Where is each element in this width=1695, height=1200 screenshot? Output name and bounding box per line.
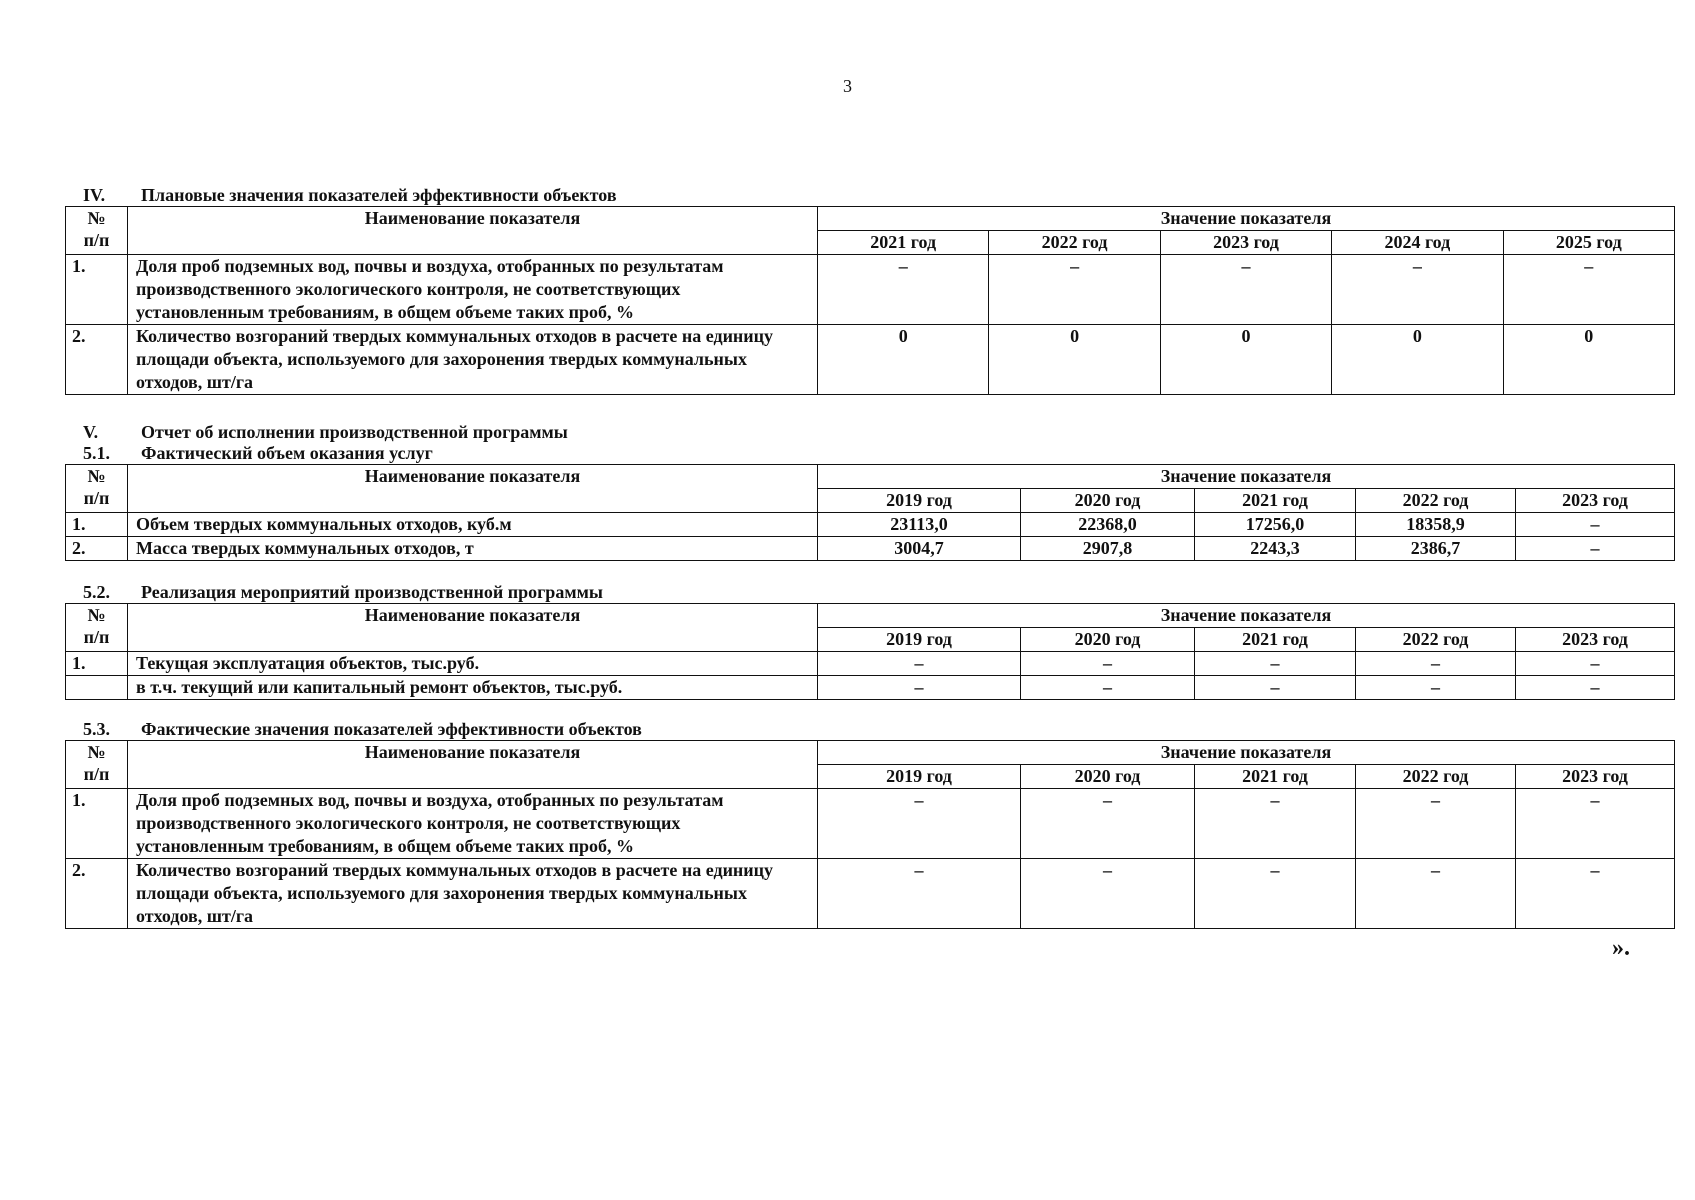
- row-value: 0: [818, 325, 989, 395]
- column-header-year: 2023 год: [1516, 489, 1675, 513]
- row-value: –: [1516, 537, 1675, 561]
- row-number: 2.: [66, 537, 128, 561]
- section-heading: [65, 185, 1675, 206]
- subsection-title: Фактический объем оказания услуг: [141, 443, 433, 463]
- column-header-year: 2020 год: [1021, 765, 1195, 789]
- column-header-name: Наименование показателя: [128, 465, 818, 513]
- row-value: 17256,0: [1195, 513, 1356, 537]
- column-header-value: Значение показателя: [818, 465, 1675, 489]
- row-value: –: [1516, 652, 1675, 676]
- column-header-year: 2019 год: [818, 628, 1021, 652]
- column-header-year: 2021 год: [1195, 489, 1356, 513]
- row-value: 18358,9: [1356, 513, 1516, 537]
- column-header-year: 2021 год: [1195, 628, 1356, 652]
- table-row: [66, 325, 1675, 395]
- subsection-heading: [65, 443, 1675, 464]
- table-row: [66, 789, 1675, 859]
- row-name: Доля проб подземных вод, почвы и воздуха, отобранных по результатам производственного экологического контроля, не соответствующих установленным требованиям, в общем объеме таких проб, %: [128, 789, 818, 859]
- subsection-heading: [65, 719, 1675, 740]
- row-value: 23113,0: [818, 513, 1021, 537]
- section-number: V.: [83, 422, 99, 442]
- table-actual-indicators: [65, 740, 1675, 929]
- subsection-number: 5.3.: [83, 719, 110, 739]
- column-header-number: № п/п: [66, 604, 128, 652]
- row-value: –: [1356, 676, 1516, 700]
- row-value: –: [1021, 859, 1195, 929]
- row-value: –: [1195, 859, 1356, 929]
- table-row: [66, 537, 1675, 561]
- row-value: –: [1516, 789, 1675, 859]
- section-5-2: [65, 582, 1675, 700]
- row-name: Доля проб подземных вод, почвы и воздуха, отобранных по результатам производственного экологического контроля, не соответствующих установленным требованиям, в общем объеме таких проб, %: [128, 255, 818, 325]
- table-header-row: [66, 604, 1675, 628]
- subsection-number: 5.2.: [83, 582, 110, 602]
- column-header-year: 2022 год: [1356, 765, 1516, 789]
- column-header-year: 2021 год: [1195, 765, 1356, 789]
- row-value: 2243,3: [1195, 537, 1356, 561]
- row-value: –: [1021, 652, 1195, 676]
- column-header-number: № п/п: [66, 465, 128, 513]
- column-header-year: 2020 год: [1021, 628, 1195, 652]
- row-value: –: [1516, 859, 1675, 929]
- row-name: Масса твердых коммунальных отходов, т: [128, 537, 818, 561]
- row-value: 0: [989, 325, 1160, 395]
- section-title: Плановые значения показателей эффективности объектов: [141, 185, 617, 205]
- row-value: –: [1516, 676, 1675, 700]
- row-value: –: [1021, 789, 1195, 859]
- table-planned-indicators: [65, 206, 1675, 395]
- column-header-number: № п/п: [66, 741, 128, 789]
- row-value: –: [818, 652, 1021, 676]
- section-iv: [65, 185, 1675, 395]
- column-header-year: 2022 год: [1356, 489, 1516, 513]
- row-name: Количество возгораний твердых коммунальных отходов в расчете на единицу площади объекта, используемого для захоронения твердых коммунальных отходов, шт/га: [128, 859, 818, 929]
- table-row: [66, 652, 1675, 676]
- row-value: –: [818, 789, 1021, 859]
- section-title: Отчет об исполнении производственной программы: [141, 422, 568, 442]
- row-value: –: [1195, 652, 1356, 676]
- column-header-value: Значение показателя: [818, 207, 1675, 231]
- column-header-year: 2023 год: [1516, 628, 1675, 652]
- subsection-title: Реализация мероприятий производственной программы: [141, 582, 603, 602]
- table-row: [66, 676, 1675, 700]
- table-header-row: [66, 207, 1675, 231]
- row-value: –: [818, 676, 1021, 700]
- row-value: 2386,7: [1356, 537, 1516, 561]
- row-value: 3004,7: [818, 537, 1021, 561]
- row-value: –: [989, 255, 1160, 325]
- row-value: –: [1356, 859, 1516, 929]
- column-header-year: 2022 год: [1356, 628, 1516, 652]
- column-header-year: 2025 год: [1503, 231, 1674, 255]
- table-actual-volume: [65, 464, 1675, 561]
- row-value: 0: [1503, 325, 1674, 395]
- table-row: [66, 255, 1675, 325]
- column-header-year: 2019 год: [818, 765, 1021, 789]
- table-row: [66, 859, 1675, 929]
- column-header-value: Значение показателя: [818, 741, 1675, 765]
- row-value: –: [1356, 789, 1516, 859]
- column-header-year: 2023 год: [1516, 765, 1675, 789]
- column-header-value: Значение показателя: [818, 604, 1675, 628]
- closing-quote-mark: ».: [1612, 935, 1630, 961]
- column-header-name: Наименование показателя: [128, 207, 818, 255]
- table-row: [66, 513, 1675, 537]
- section-5-3: [65, 719, 1675, 929]
- subsection-number: 5.1.: [83, 443, 110, 463]
- row-name: Текущая эксплуатация объектов, тыс.руб.: [128, 652, 818, 676]
- row-number: 2.: [66, 325, 128, 395]
- column-header-year: 2022 год: [989, 231, 1160, 255]
- row-number: 1.: [66, 255, 128, 325]
- column-header-year: 2019 год: [818, 489, 1021, 513]
- row-number: 1.: [66, 789, 128, 859]
- subsection-heading: [65, 582, 1675, 603]
- row-name: Объем твердых коммунальных отходов, куб.м: [128, 513, 818, 537]
- column-header-year: 2020 год: [1021, 489, 1195, 513]
- row-value: –: [1195, 789, 1356, 859]
- row-number: 1.: [66, 513, 128, 537]
- section-heading: [65, 422, 1675, 443]
- row-value: –: [1021, 676, 1195, 700]
- row-value: –: [1516, 513, 1675, 537]
- row-value: –: [818, 255, 989, 325]
- row-value: 2907,8: [1021, 537, 1195, 561]
- column-header-year: 2021 год: [818, 231, 989, 255]
- row-value: –: [1332, 255, 1503, 325]
- row-value: –: [818, 859, 1021, 929]
- row-value: –: [1356, 652, 1516, 676]
- page-number: 3: [843, 76, 852, 96]
- column-header-year: 2023 год: [1160, 231, 1331, 255]
- row-value: –: [1195, 676, 1356, 700]
- column-header-name: Наименование показателя: [128, 741, 818, 789]
- section-v: [65, 422, 1675, 561]
- row-value: –: [1503, 255, 1674, 325]
- subsection-title: Фактические значения показателей эффективности объектов: [141, 719, 642, 739]
- section-number: IV.: [83, 185, 106, 205]
- table-program-measures: [65, 603, 1675, 700]
- table-header-row: [66, 741, 1675, 765]
- row-value: 22368,0: [1021, 513, 1195, 537]
- column-header-number: № п/п: [66, 207, 128, 255]
- row-name: Количество возгораний твердых коммунальных отходов в расчете на единицу площади объекта, используемого для захоронения твердых коммунальных отходов, шт/га: [128, 325, 818, 395]
- table-header-row: [66, 465, 1675, 489]
- row-value: –: [1160, 255, 1331, 325]
- column-header-year: 2024 год: [1332, 231, 1503, 255]
- column-header-name: Наименование показателя: [128, 604, 818, 652]
- row-value: 0: [1332, 325, 1503, 395]
- row-number: 1.: [66, 652, 128, 676]
- row-number: 2.: [66, 859, 128, 929]
- row-number: [66, 676, 128, 700]
- row-value: 0: [1160, 325, 1331, 395]
- row-name: в т.ч. текущий или капитальный ремонт объектов, тыс.руб.: [128, 676, 818, 700]
